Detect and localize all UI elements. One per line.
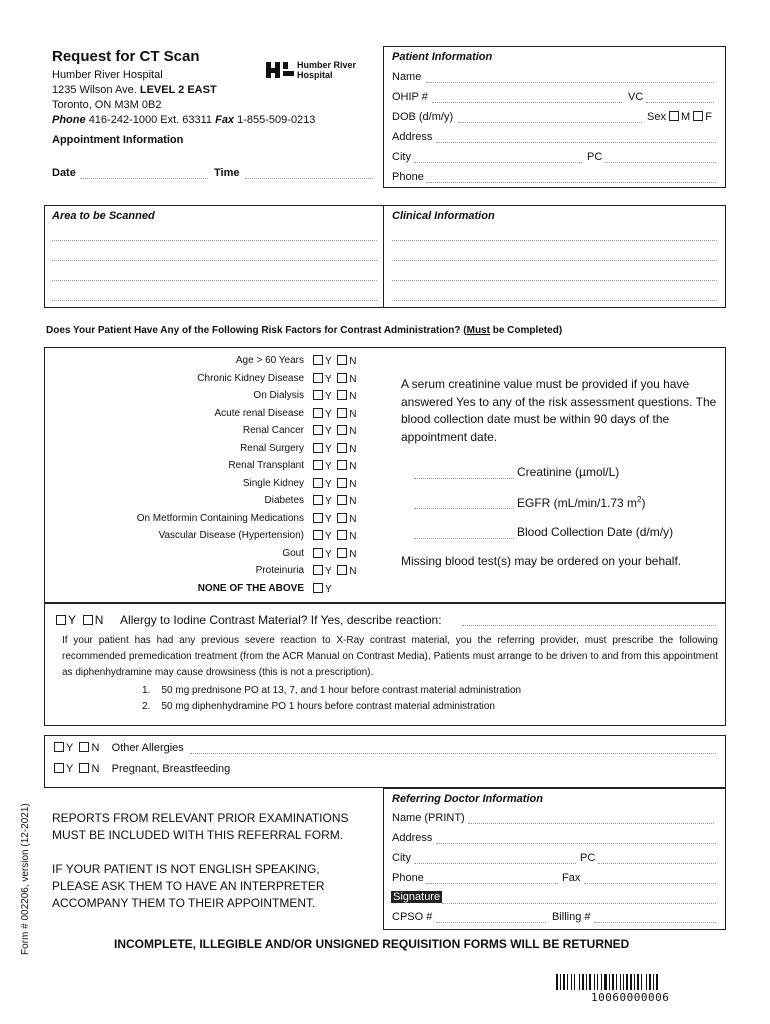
- risk-no-checkbox[interactable]: [337, 390, 347, 400]
- risk-yn-column: [313, 355, 373, 600]
- hospital-name: Humber River Hospital: [52, 69, 163, 81]
- patient-city-label: City: [392, 151, 411, 163]
- area-line[interactable]: [52, 240, 377, 241]
- premed-item-2: 2. 50 mg diphenhydramine PO 1 hours before contrast material administration: [142, 701, 495, 712]
- risk-factor-yn: Y N: [313, 548, 356, 560]
- allergy-no-checkbox[interactable]: [83, 615, 93, 625]
- risk-factor-label: Vascular Disease (Hypertension): [158, 530, 304, 541]
- referring-box: [383, 788, 726, 930]
- ref-phone-field[interactable]: [426, 883, 558, 884]
- ohip-label: OHIP #: [392, 91, 428, 103]
- risk-factor-yn: Y N: [313, 355, 356, 367]
- risk-factor-yn: Y N: [313, 495, 356, 507]
- clinical-heading: Clinical Information: [392, 210, 495, 222]
- risk-factor-label: Renal Cancer: [242, 425, 304, 436]
- referring-heading: Referring Doctor Information: [392, 793, 543, 805]
- missing-note: Missing blood test(s) may be ordered on your behalf.: [401, 554, 682, 568]
- form-title: Request for CT Scan: [52, 48, 200, 65]
- area-clinical-divider: [383, 205, 384, 308]
- other-allergies-yes-checkbox[interactable]: [54, 742, 64, 752]
- risk-no-checkbox[interactable]: [337, 530, 347, 540]
- dob-field[interactable]: [458, 122, 642, 123]
- form-version: Form # 002206, version (12-2021): [20, 803, 31, 955]
- hospital-logo: [266, 60, 296, 85]
- premed-item-1: 1. 50 mg prednisone PO at 13, 7, and 1 hour before contrast material administration: [142, 685, 522, 696]
- clinical-line[interactable]: [392, 240, 717, 241]
- clinical-line[interactable]: [392, 280, 717, 281]
- ref-fax-field[interactable]: [584, 883, 716, 884]
- risk-factor-label: On Dialysis: [253, 390, 304, 401]
- none-of-above-label: NONE OF THE ABOVE: [197, 582, 304, 594]
- appointment-heading: Appointment Information: [52, 134, 184, 146]
- creatinine-label: Creatinine (µmol/L): [517, 465, 620, 479]
- cpso-label: CPSO #: [392, 911, 433, 923]
- patient-phone-label: Phone: [392, 171, 424, 183]
- ref-name-field[interactable]: [468, 823, 714, 824]
- risk-yes-checkbox[interactable]: [313, 548, 323, 558]
- vc-label: VC: [628, 91, 644, 103]
- risk-no-checkbox[interactable]: [337, 373, 347, 383]
- ref-pc-field[interactable]: [598, 863, 716, 864]
- date-field[interactable]: [80, 178, 208, 179]
- sex-m-checkbox[interactable]: [669, 111, 679, 121]
- risk-factor-yn: Y N: [313, 460, 356, 472]
- cpso-field[interactable]: [436, 922, 546, 923]
- barcode-number: 10060000006: [591, 991, 670, 1004]
- none-of-above-yn: Y: [313, 583, 332, 595]
- risk-factor-label: Renal Surgery: [240, 442, 304, 454]
- risk-yes-checkbox[interactable]: [313, 425, 323, 435]
- risk-factor-label: Diabetes: [264, 495, 304, 506]
- barcode-bars-icon: [556, 974, 712, 990]
- creatinine-note: A serum creatinine value must be provided if you have answered Yes to any of the risk assessment questions. The blood collection date must be within 90 days of the appointment date.: [401, 377, 717, 444]
- risk-yes-checkbox[interactable]: [313, 373, 323, 383]
- signature-label: Signature: [393, 891, 441, 903]
- risk-yes-checkbox[interactable]: [313, 390, 323, 400]
- risk-yes-checkbox[interactable]: [313, 495, 323, 505]
- patient-pc-field[interactable]: [605, 162, 716, 163]
- patient-pc-label: PC: [587, 151, 603, 163]
- ref-pc-label: PC: [580, 852, 596, 864]
- risk-no-checkbox[interactable]: [337, 513, 347, 523]
- ref-city-label: City: [392, 852, 411, 864]
- warning-banner: INCOMPLETE, ILLEGIBLE AND/OR UNSIGNED REQUISITION FORMS WILL BE RETURNED: [114, 937, 630, 951]
- allergy-question-row: Y N Allergy to Iodine Contrast Material? If Yes, describe reaction:: [56, 613, 442, 627]
- area-line[interactable]: [52, 260, 377, 261]
- blood-date-field[interactable]: [414, 538, 514, 539]
- risk-no-checkbox[interactable]: [337, 443, 347, 453]
- risk-yes-checkbox[interactable]: [313, 443, 323, 453]
- patient-address-label: Address: [392, 131, 433, 143]
- risk-factor-label: Chronic Kidney Disease: [197, 372, 304, 384]
- ref-address-label: Address: [392, 832, 433, 844]
- risk-factor-yn: Y N: [313, 443, 356, 455]
- other-allergies-field[interactable]: [190, 753, 716, 754]
- risk-factor-yn: Y N: [313, 390, 356, 402]
- area-line[interactable]: [52, 280, 377, 281]
- ohip-field[interactable]: [432, 102, 622, 103]
- risk-factor-yn: Y N: [313, 425, 356, 437]
- risk-yes-checkbox[interactable]: [313, 565, 323, 575]
- reports-note: REPORTS FROM RELEVANT PRIOR EXAMINATIONS MUST BE INCLUDED WITH THIS REFERRAL FORM.: [52, 811, 349, 842]
- risk-factor-label: Age > 60 Years: [235, 355, 304, 366]
- none-of-above-checkbox[interactable]: [313, 583, 323, 593]
- allergy-paragraph: If your patient has had any previous severe reaction to X-Ray contrast material, you the referring provider, must prescribe the following recommended premedication treatment (from the ACR Manual on Contrast Media), Patients must arrange to be driven to and from this appointment as diphenhydramine may cause drowsiness (this is not a prescription).: [62, 635, 718, 678]
- risk-factor-yn: Y N: [313, 565, 356, 577]
- risk-factor-label: Acute renal Disease: [214, 407, 304, 419]
- risk-yes-checkbox[interactable]: [313, 530, 323, 540]
- ref-phone-label: Phone: [392, 872, 424, 884]
- risk-no-checkbox[interactable]: [337, 548, 347, 558]
- patient-address-field[interactable]: [436, 142, 716, 143]
- allergy-yes-checkbox[interactable]: [56, 615, 66, 625]
- patient-city-field[interactable]: [414, 162, 582, 163]
- sex-field: Sex M F: [647, 111, 712, 123]
- patient-name-field[interactable]: [426, 82, 714, 83]
- risk-no-checkbox[interactable]: [337, 460, 347, 470]
- area-scanned-heading: Area to be Scanned: [52, 210, 155, 222]
- risk-no-checkbox[interactable]: [337, 565, 347, 575]
- risk-factor-label: Proteinuria: [255, 565, 304, 576]
- billing-label: Billing #: [552, 911, 591, 923]
- risk-factor-label: Single Kidney: [242, 477, 304, 489]
- english-note: IF YOUR PATIENT IS NOT ENGLISH SPEAKING, PLEASE ASK THEM TO HAVE AN INTERPRETER ACCOMPANY THEM TO THEIR APPOINTMENT.: [52, 862, 325, 910]
- ref-city-field[interactable]: [414, 863, 576, 864]
- other-allergies-row: Y N Other Allergies: [54, 742, 184, 754]
- time-label: Time: [214, 167, 240, 179]
- creatinine-field[interactable]: [414, 478, 514, 479]
- patient-phone-field[interactable]: [426, 182, 716, 183]
- vc-field[interactable]: [646, 102, 714, 103]
- hospital-address-line1: 1235 Wilson Ave. LEVEL 2 EAST: [52, 84, 217, 96]
- signature-field[interactable]: [442, 903, 716, 904]
- risk-factor-yn: Y N: [313, 513, 356, 525]
- risk-yes-checkbox[interactable]: [313, 513, 323, 523]
- egfr-field[interactable]: [414, 508, 514, 509]
- blood-date-label: Blood Collection Date (d/m/y): [517, 525, 674, 539]
- ref-fax-label: Fax: [562, 872, 581, 884]
- dob-label: DOB (d/m/y): [392, 111, 454, 123]
- billing-field[interactable]: [594, 922, 716, 923]
- patient-name-label: Name: [392, 71, 422, 83]
- pregnant-yes-checkbox[interactable]: [54, 763, 64, 773]
- hospital-contact: Phone 416-242-1000 Ext. 63311 Fax 1-855-509-0213: [52, 114, 316, 126]
- time-field[interactable]: [245, 178, 373, 179]
- pregnant-row: Y N Pregnant, Breastfeeding: [54, 763, 230, 775]
- pregnant-no-checkbox[interactable]: [79, 763, 89, 773]
- risk-factor-yn: Y N: [313, 373, 356, 385]
- risk-no-checkbox[interactable]: [337, 478, 347, 488]
- risk-factor-yn: Y N: [313, 478, 356, 490]
- sex-f-checkbox[interactable]: [693, 111, 703, 121]
- risk-factor-yn: Y N: [313, 530, 356, 542]
- hospital-logo-mark-icon: [266, 60, 296, 80]
- risk-no-checkbox[interactable]: [337, 355, 347, 365]
- risk-yes-checkbox[interactable]: [313, 408, 323, 418]
- risk-yes-checkbox[interactable]: [313, 460, 323, 470]
- risk-no-checkbox[interactable]: [337, 425, 347, 435]
- patient-info-heading: Patient Information: [392, 51, 493, 63]
- risk-yes-checkbox[interactable]: [313, 355, 323, 365]
- area-line[interactable]: [52, 300, 377, 301]
- allergy-reaction-field[interactable]: [462, 625, 716, 626]
- hospital-address-line2: Toronto, ON M3M 0B2: [52, 99, 162, 111]
- ref-address-field[interactable]: [436, 843, 716, 844]
- other-allergies-no-checkbox[interactable]: [79, 742, 89, 752]
- risk-no-checkbox[interactable]: [337, 495, 347, 505]
- risk-no-checkbox[interactable]: [337, 408, 347, 418]
- risk-factor-label: Gout: [282, 547, 304, 559]
- egfr-label: EGFR (mL/min/1.73 $m^2$): [517, 495, 646, 510]
- risk-yes-checkbox[interactable]: [313, 478, 323, 488]
- risk-factor-yn: Y N: [313, 408, 356, 420]
- hospital-logo-text: Humber River Hospital: [297, 60, 357, 80]
- risk-question: Does Your Patient Have Any of the Following Risk Factors for Contrast Administration? (Must be Completed): [46, 325, 563, 336]
- risk-factor-label: On Metformin Containing Medications: [136, 512, 304, 524]
- risk-labels-column: [60, 355, 304, 600]
- ref-name-label: Name (PRINT): [392, 812, 465, 824]
- clinical-line[interactable]: [392, 260, 717, 261]
- date-label: Date: [52, 167, 76, 179]
- clinical-line[interactable]: [392, 300, 717, 301]
- risk-factor-label: Renal Transplant: [228, 460, 304, 471]
